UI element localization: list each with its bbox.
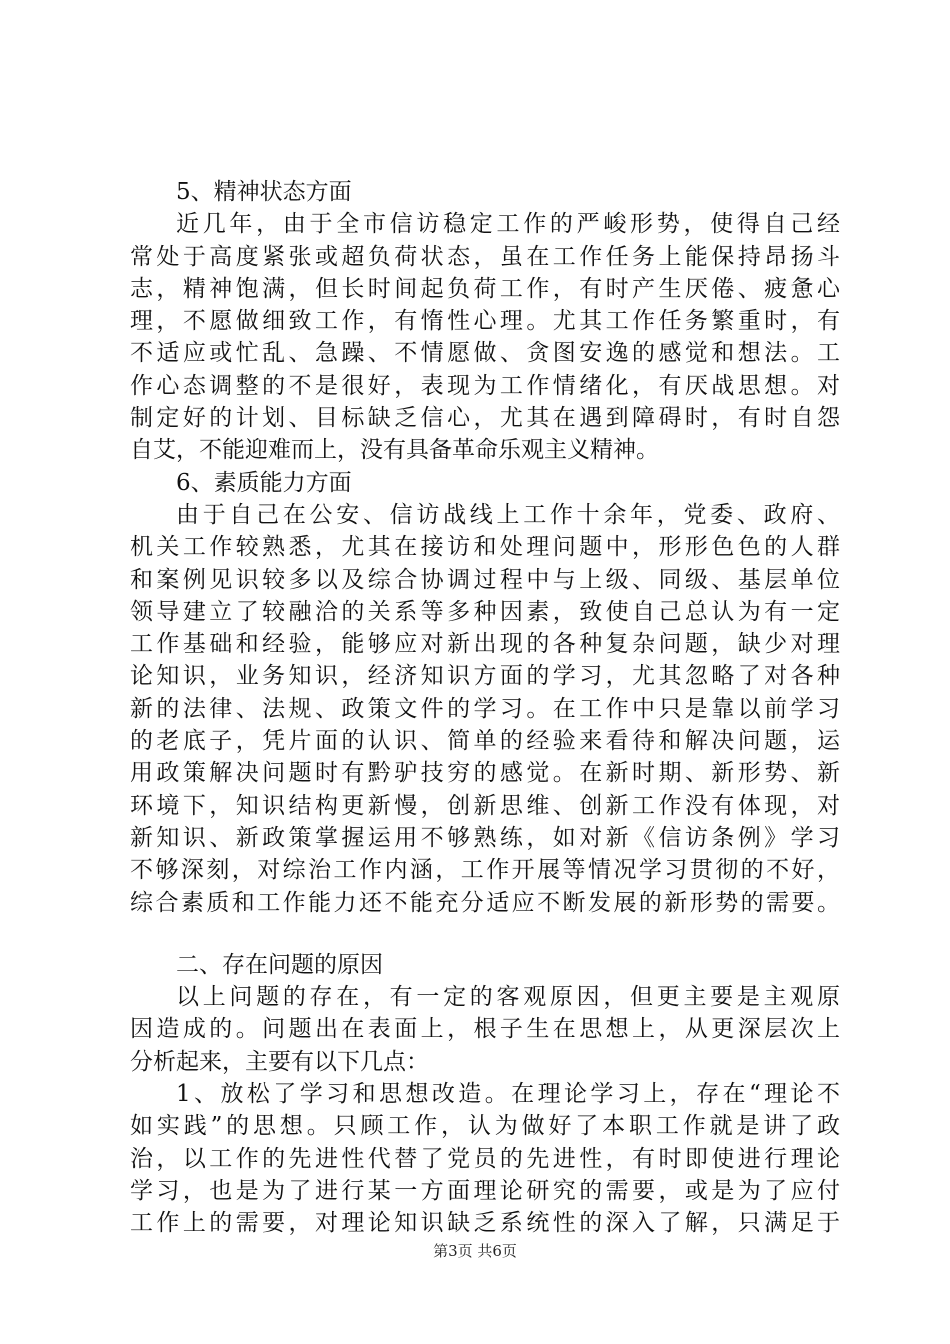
section-spacer bbox=[130, 919, 840, 949]
paragraph-line: 志，精神饱满，但长时间起负荷工作，有时产生厌倦、疲惫心 bbox=[130, 275, 840, 302]
paragraph-line: 因造成的。问题出在表面上，根子生在思想上，从更深层次上 bbox=[130, 1016, 840, 1043]
paragraph-line: 论知识，业务知识，经济知识方面的学习，尤其忽略了对各种 bbox=[130, 663, 840, 690]
paragraph-line: 不够深刻，对综治工作内涵，工作开展等情况学习贯彻的不好， bbox=[130, 857, 840, 884]
paragraph-line: 由于自己在公安、信访战线上工作十余年，党委、政府、 bbox=[176, 501, 840, 528]
paragraph-line: 理，不愿做细致工作，有惰性心理。尤其工作任务繁重时，有 bbox=[130, 308, 840, 335]
paragraph-line: 不适应或忙乱、急躁、不情愿做、贪图安逸的感觉和想法。工 bbox=[130, 340, 840, 367]
paragraph-line: 领导建立了较融洽的关系等多种因素，致使自己总认为有一定 bbox=[130, 598, 840, 625]
paragraph-line: 机关工作较熟悉，尤其在接访和处理问题中，形形色色的人群 bbox=[130, 534, 840, 561]
section-heading: 二、存在问题的原因 bbox=[176, 951, 383, 978]
paragraph-line: 学习，也是为了进行某一方面理论研究的需要，或是为了应付 bbox=[130, 1177, 840, 1204]
paragraph-line: 新的法律、法规、政策文件的学习。在工作中只是靠以前学习 bbox=[130, 695, 840, 722]
paragraph-line: 常处于高度紧张或超负荷状态，虽在工作任务上能保持昂扬斗 bbox=[130, 243, 840, 270]
section-heading: 6、素质能力方面 bbox=[176, 469, 352, 496]
paragraph-line: 作心态调整的不是很好，表现为工作情绪化，有厌战思想。对 bbox=[130, 372, 840, 399]
paragraph-line: 的老底子，凭片面的认识、简单的经验来看待和解决问题，运 bbox=[130, 728, 840, 755]
paragraph-line: 用政策解决问题时有黔驴技穷的感觉。在新时期、新形势、新 bbox=[130, 760, 840, 787]
paragraph-line: 工作基础和经验，能够应对新出现的各种复杂问题，缺少对理 bbox=[130, 631, 840, 658]
paragraph-line: 工作上的需要，对理论知识缺乏系统性的深入了解，只满足于 bbox=[130, 1210, 840, 1237]
paragraph-line: 以上问题的存在，有一定的客观原因，但更主要是主观原 bbox=[176, 984, 840, 1011]
paragraph-line: 近几年，由于全市信访稳定工作的严峻形势，使得自己经 bbox=[176, 211, 840, 238]
paragraph-line: 分析起来，主要有以下几点： bbox=[130, 1048, 429, 1075]
paragraph-line: 自艾，不能迎难而上，没有具备革命乐观主义精神。 bbox=[130, 437, 659, 464]
paragraph-line: 治，以工作的先进性代替了党员的先进性，有时即使进行理论 bbox=[130, 1145, 840, 1172]
paragraph-line: 1、放松了学习和思想改造。在理论学习上，存在“理论不 bbox=[176, 1081, 840, 1108]
section-heading: 5、精神状态方面 bbox=[176, 179, 352, 205]
page-number-footer: 第3页 共6页 bbox=[433, 1242, 517, 1260]
document-body bbox=[130, 176, 840, 1240]
paragraph-line: 如实践”的思想。只顾工作，认为做好了本职工作就是讲了政 bbox=[130, 1113, 840, 1140]
paragraph-line: 综合素质和工作能力还不能充分适应不断发展的新形势的需要。 bbox=[130, 889, 840, 916]
paragraph-line: 环境下，知识结构更新慢，创新思维、创新工作没有体现，对 bbox=[130, 792, 840, 819]
paragraph-line: 和案例见识较多以及综合协调过程中与上级、同级、基层单位 bbox=[130, 566, 840, 593]
paragraph-line: 制定好的计划、目标缺乏信心，尤其在遇到障碍时，有时自怨 bbox=[130, 405, 840, 432]
paragraph-line: 新知识、新政策掌握运用不够熟练，如对新《信访条例》学习 bbox=[130, 824, 840, 851]
